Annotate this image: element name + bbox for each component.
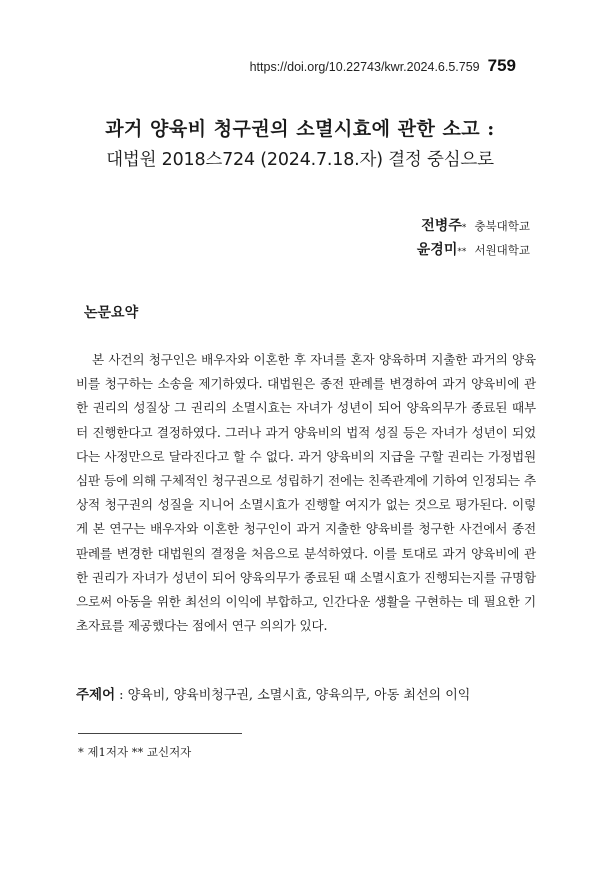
abstract-body: 본 사건의 청구인은 배우자와 이혼한 후 자녀를 혼자 양육하며 지출한 과거의 양육비를 청구하는 소송을 제기하였다. 대법원은 종전 판례를 변경하여 과거 양육비에 관한 권리의 성질상 그 권리의 소멸시효는 자녀가 성년이 되어 양육의무가 종료된 때부터 진행한다고 결정하였다. 그러나 과거 양육비의 법적 성질 등은 자녀가 성년이 되었다는 사정만으로 달라진다고 할 수 없다. 과거 양육비의 지급을 구할 권리는 가정법원 심판 등에 의해 구체적인 청구권으로 성립하기 전에는 친족관계에 기하여 인정되는 추상적 청구권의 성질을 지니어 소멸시효가 진행할 여지가 없는 것으로 평가된다. 이렇게 본 연구는 배우자와 이혼한 청구인이 과거 지출한 양육비를 청구한 사건에서 종전 판례를 변경한 대법원의 결정을 처음으로 분석하였다. 이를 토대로 과거 양육비에 관한 권리가 자녀가 성년이 되어 양육의무가 종료된 때 소멸시효가 진행되는지를 규명함으로써 아동을 위한 최선의 이익에 부합하고, 인간다운 생활을 구현하는 데 필요한 기초자료를 제공했다는 점에서 연구 의의가 있다. bbox=[76, 352, 536, 634]
footnote-divider bbox=[78, 733, 242, 734]
footnote: * 제1저자 ** 교신저자 bbox=[78, 745, 192, 759]
keywords-text: : 양육비, 양육비청구권, 소멸시효, 양육의무, 아동 최선의 이익 bbox=[119, 688, 471, 703]
page-number: 759 bbox=[487, 56, 516, 75]
author-name: 윤경미 bbox=[416, 242, 458, 258]
paper-title: 과거 양육비 청구권의 소멸시효에 관한 소고 : bbox=[105, 118, 495, 140]
doi-link[interactable]: https://doi.org/10.22743/kwr.2024.6.5.759 bbox=[249, 60, 480, 74]
author-entry bbox=[417, 213, 530, 237]
abstract-heading: 논문요약 bbox=[84, 305, 139, 321]
author-mark: ** bbox=[457, 247, 467, 257]
keywords-line bbox=[76, 683, 546, 703]
paper-subtitle: 대법원 2018스724 (2024.7.18.자) 결정 중심으로 bbox=[106, 150, 494, 170]
page-header bbox=[250, 56, 516, 76]
author-name: 전병주 bbox=[421, 218, 462, 234]
keywords-label: 주제어 bbox=[76, 687, 116, 703]
author-mark: * bbox=[461, 223, 467, 233]
author-affiliation: 서원대학교 bbox=[474, 243, 530, 257]
author-entry bbox=[417, 237, 530, 261]
author-affiliation: 충북대학교 bbox=[474, 219, 530, 233]
author-list bbox=[417, 213, 530, 261]
